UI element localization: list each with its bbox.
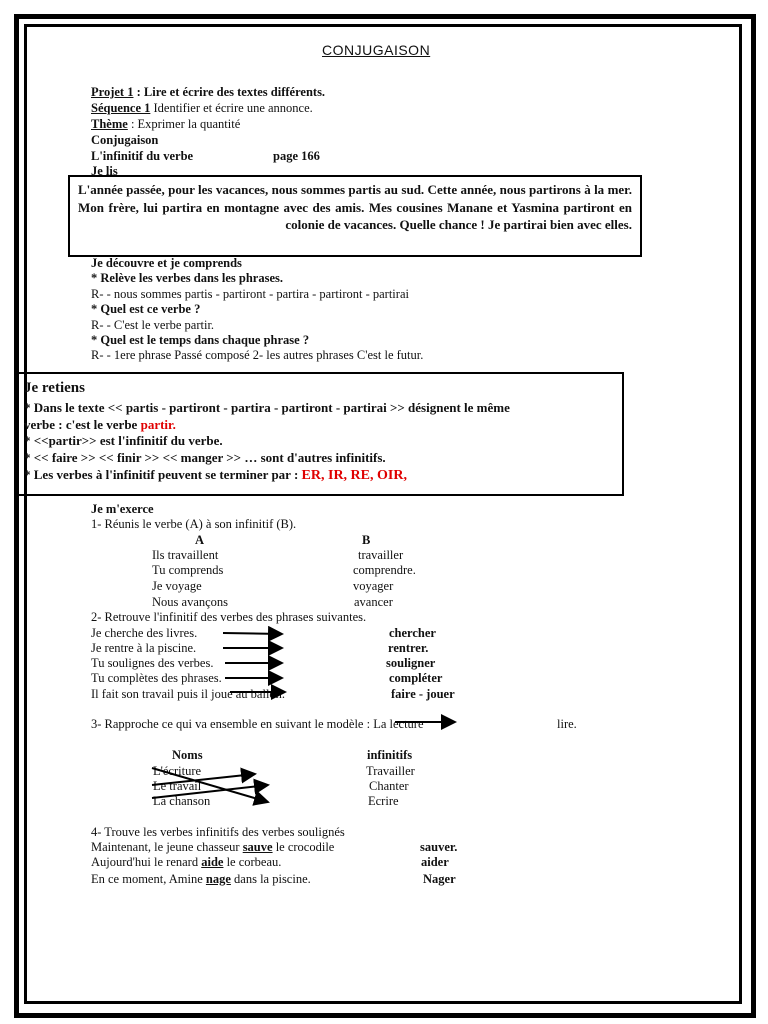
ex2-sentence: Je cherche des livres.	[91, 626, 198, 640]
ex4-sentence-2-start: Aujourd'hui le renard	[91, 855, 202, 869]
sequence-text: Identifier et écrire une annonce.	[150, 101, 313, 115]
retiens-verb-partir: partir.	[140, 417, 176, 432]
ex4-sentence-3-start: En ce moment, Amine	[91, 872, 206, 886]
ex1-right-item: travailler	[358, 548, 404, 562]
ex4-instruction: 4- Trouve les verbes infinitifs des verbes soulignés	[91, 825, 345, 839]
ex3-noms-header: Noms	[172, 748, 203, 762]
ex1-col-b: B	[362, 533, 371, 547]
je-lis-heading: Je lis	[91, 164, 118, 178]
ex2-answer: chercher	[389, 626, 436, 640]
ex4-sentence-1-start: Maintenant, le jeune chasseur	[91, 840, 243, 854]
ex3-model-answer: lire.	[557, 717, 577, 731]
ex3-nom: Le travail	[153, 779, 202, 793]
ex4-answer: aider	[421, 855, 449, 869]
ex3-instruction: 3- Rapproche ce qui va ensemble en suivant le modèle : La lecture	[91, 717, 424, 731]
answer-1: R- - nous sommes partis - partiront - partira - partiront - partirai	[91, 287, 409, 301]
ex3-infinitif: Ecrire	[368, 794, 399, 808]
page-title: CONJUGAISON	[322, 42, 431, 58]
ex2-instruction: 2- Retrouve l'infinitif des verbes des phrases suivantes.	[91, 610, 367, 624]
ex2-answer: compléter	[389, 671, 443, 685]
ex3-infinitifs-header: infinitifs	[367, 748, 413, 762]
ex2-answer: souligner	[386, 656, 436, 670]
ex4-answer: Nager	[423, 872, 456, 886]
question-3: * Quel est le temps dans chaque phrase ?	[91, 333, 310, 347]
ex1-col-a: A	[195, 533, 205, 547]
question-1: * Relève les verbes dans les phrases.	[91, 271, 283, 285]
ex1-left-item: Nous avançons	[152, 595, 229, 609]
ex1-instruction: 1- Réunis le verbe (A) à son infinitif (B).	[91, 517, 297, 531]
ex3-nom: La chanson	[153, 794, 211, 808]
ex1-right-item: voyager	[353, 579, 394, 593]
ex1-right-item: avancer	[354, 595, 393, 609]
discover-heading: Je découvre et je comprends	[91, 256, 242, 270]
ex2-answer: rentrer.	[388, 641, 429, 655]
ex4-underlined-verb: sauve	[242, 840, 273, 854]
sequence-label: Séquence 1	[91, 101, 151, 115]
ex1-right-item: comprendre.	[353, 563, 416, 577]
ex2-sentence: Je rentre à la piscine.	[91, 641, 197, 655]
answer-2: R- - C'est le verbe partir.	[91, 318, 215, 332]
answer-3: R- - 1ere phrase Passé composé 2- les autres phrases C'est le futur.	[91, 348, 424, 362]
section-heading: Conjugaison	[91, 133, 159, 147]
retiens-endings: ER, IR, RE, OIR,	[301, 468, 407, 483]
page-reference: page 166	[273, 149, 320, 163]
projet-text: : Lire et écrire des textes différents.	[133, 85, 326, 99]
retiens-line-3: * <<partir>> est l'infinitif du verbe.	[24, 433, 223, 448]
retiens-line-4: * << faire >> << finir >> << manger >> … sont d'autres infinitifs.	[24, 450, 386, 465]
retiens-line-1: * Dans le texte << partis - partiront - partira - partiront - partirai >> désignent le même	[24, 400, 510, 415]
theme-text: : Exprimer la quantité	[127, 117, 241, 131]
ex3-infinitif: Chanter	[369, 779, 409, 793]
ex2-answer: faire - jouer	[391, 687, 455, 701]
projet-label: Projet 1	[91, 85, 134, 99]
ex4-sentence-1-end: le crocodile	[272, 840, 335, 854]
ex1-left-item: Ils travaillent	[152, 548, 219, 562]
reading-text: L'année passée, pour les vacances, nous sommes partis au sud. Cette année, nous partirons à la mer. Mon frère, lui partira en montagne avec des amis. Mes cousines Manane et Yasmina partiront en colonie de vacances. Quelle chance ! Je partirai bien avec elles.	[78, 182, 632, 232]
ex2-arrow	[223, 633, 282, 634]
ex2-sentence: Il fait son travail puis il joue au ballon.	[91, 687, 286, 701]
ex4-underlined-verb: aide	[201, 855, 224, 869]
ex1-left-item: Tu comprends	[152, 563, 224, 577]
retiens-line-2-text: verbe : c'est le verbe	[24, 417, 141, 432]
ex3-infinitif: Travailler	[366, 764, 415, 778]
ex4-answer: sauver.	[420, 840, 458, 854]
ex4-underlined-verb: nage	[205, 872, 231, 886]
theme-label: Thème	[91, 117, 128, 131]
ex3-nom: L'écriture	[153, 764, 202, 778]
ex4-sentence-2-end: le corbeau.	[223, 855, 282, 869]
lesson-title: L'infinitif du verbe	[91, 149, 194, 163]
retiens-heading: Je retiens	[24, 380, 85, 396]
ex1-left-item: Je voyage	[152, 579, 202, 593]
exercise-heading: Je m'exerce	[91, 502, 154, 516]
question-2: * Quel est ce verbe ?	[91, 302, 201, 316]
ex2-sentence: Tu soulignes des verbes.	[91, 656, 214, 670]
ex2-sentence: Tu complètes des phrases.	[91, 671, 222, 685]
retiens-line-5-text: * Les verbes à l'infinitif peuvent se terminer par :	[24, 467, 302, 482]
ex4-sentence-3-end: dans la piscine.	[230, 872, 311, 886]
